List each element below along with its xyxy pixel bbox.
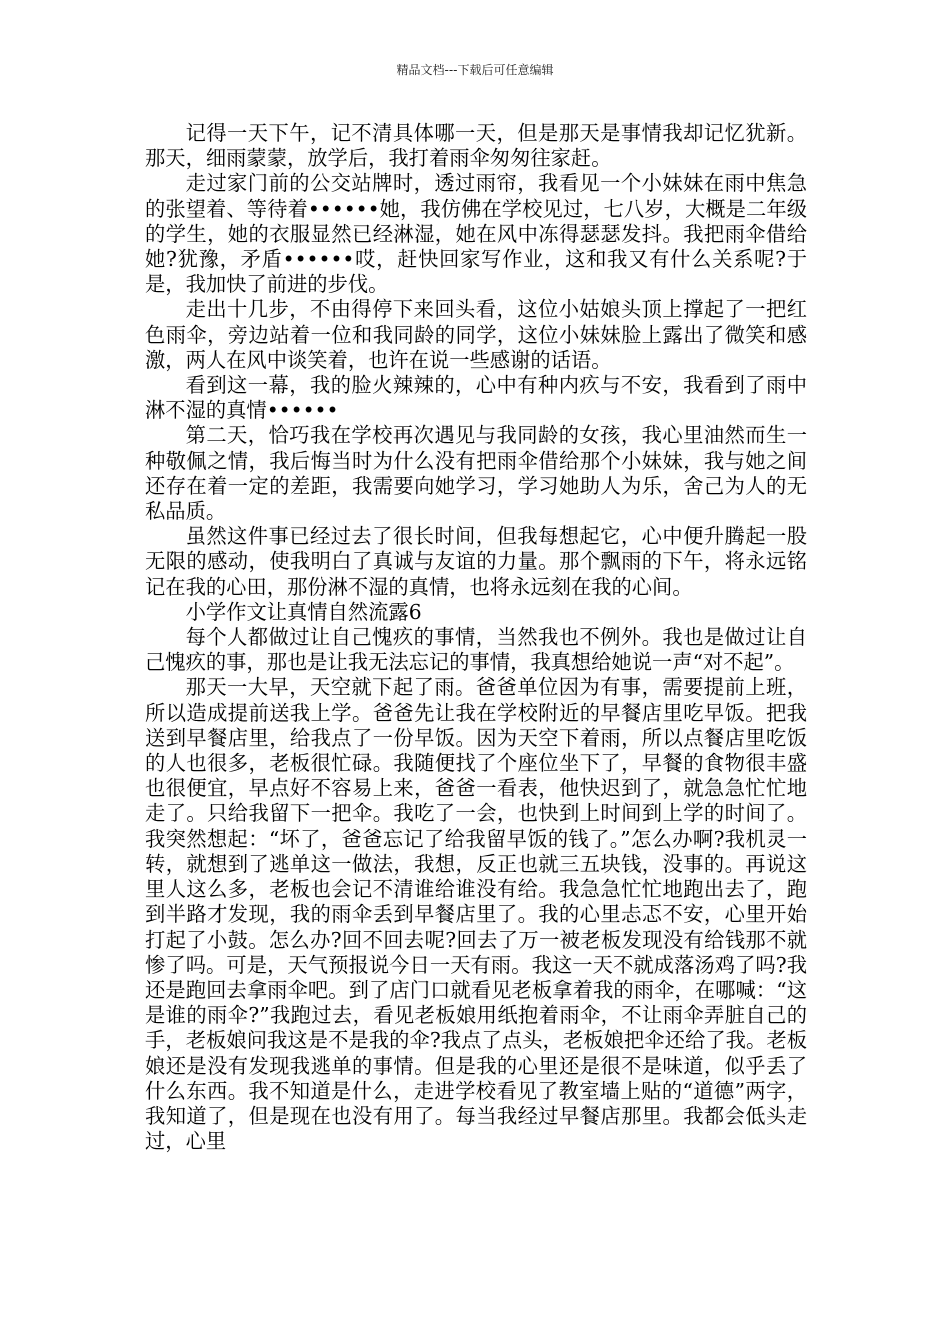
paragraph: 记得一天下午，记不清具体哪一天，但是那天是事情我却记忆犹新。那天，细雨蒙蒙，放学后，我打着雨伞匆匆往家赶。 [145,121,807,171]
paragraph: 虽然这件事已经过去了很长时间，但我每想起它，心中便升腾起一股无限的感动，使我明白了真诚与友谊的力量。那个飘雨的下午，将永远铭记在我的心田，那份淋不湿的真情，也将永远刻在我的心间。 [145,524,807,599]
paragraph: 走过家门前的公交站牌时，透过雨帘，我看见一个小妹妹在雨中焦急的张望着、等待着••••••她，我仿佛在学校见过，七八岁，大概是二年级的学生，她的衣服显然已经淋湿，她在风中冻得瑟瑟发抖。我把雨伞借给她?犹豫，矛盾••••••哎，赶快回家写作业，这和我又有什么关系呢?于是，我加快了前进的步伐。 [145,171,807,297]
page-header: 精品文档---下载后可任意编辑 [396,63,554,77]
paragraph: 每个人都做过让自己愧疚的事情，当然我也不例外。我也是做过让自己愧疚的事，那也是让我无法忘记的事情，我真想给她说一声“对不起”。 [145,625,807,675]
paragraph: 走出十几步，不由得停下来回头看，这位小姑娘头顶上撑起了一把红色雨伞，旁边站着一位和我同龄的同学，这位小妹妹脸上露出了微笑和感激，两人在风中谈笑着，也许在说一些感谢的话语。 [145,297,807,372]
paragraph: 看到这一幕，我的脸火辣辣的，心中有种内疚与不安，我看到了雨中淋不湿的真情•••••• [145,373,807,423]
section-title: 小学作文让真情自然流露6 [185,599,422,624]
paragraph: 第二天，恰巧我在学校再次遇见与我同龄的女孩，我心里油然而生一种敬佩之情，我后悔当时为什么没有把雨伞借给那个小妹妹，我与她之间还存在着一定的差距，我需要向她学习，学习她助人为乐，舍己为人的无私品质。 [145,423,807,524]
document-body [145,121,807,1154]
paragraph: 那天一大早，天空就下起了雨。爸爸单位因为有事，需要提前上班，所以造成提前送我上学。爸爸先让我在学校附近的早餐店里吃早饭。把我送到早餐店里，给我点了一份早饭。因为天空下着雨，所以点餐店里吃饭的人也很多，老板很忙碌。我随便找了个座位坐下了，早餐的食物很丰盛也很便宜，早点好不容易上来，爸爸一看表，他快迟到了，就急急忙忙地走了。只给我留下一把伞。我吃了一会，也快到上时间到上学的时间了。我突然想起：“坏了，爸爸忘记了给我留早饭的钱了。”怎么办啊?我机灵一转，就想到了逃单这一做法，我想，反正也就三五块钱，没事的。再说这里人这么多，老板也会记不清谁给谁没有给。我急急忙忙地跑出去了，跑到半路才发现，我的雨伞丢到早餐店里了。我的心里忐忑不安，心里开始打起了小鼓。怎么办?回不回去呢?回去了万一被老板发现没有给钱那不就惨了吗。可是，天气预报说今日一天有雨。我这一天不就成落汤鸡了吗?我还是跑回去拿雨伞吧。到了店门口就看见老板拿着我的雨伞，在哪喊：“这是谁的雨伞?”我跑过去，看见老板娘用纸抱着雨伞，不让雨伞弄脏自己的手，老板娘问我这是不是我的伞?我点了点头，老板娘把伞还给了我。老板娘还是没有发现我逃单的事情。但是我的心里还是很不是味道，似乎丢了什么东西。我不知道是什么，走进学校看见了教室墙上贴的“道德”两字，我知道了，但是现在也没有用了。每当我经过早餐店那里。我都会低头走过，心里 [145,675,807,1154]
